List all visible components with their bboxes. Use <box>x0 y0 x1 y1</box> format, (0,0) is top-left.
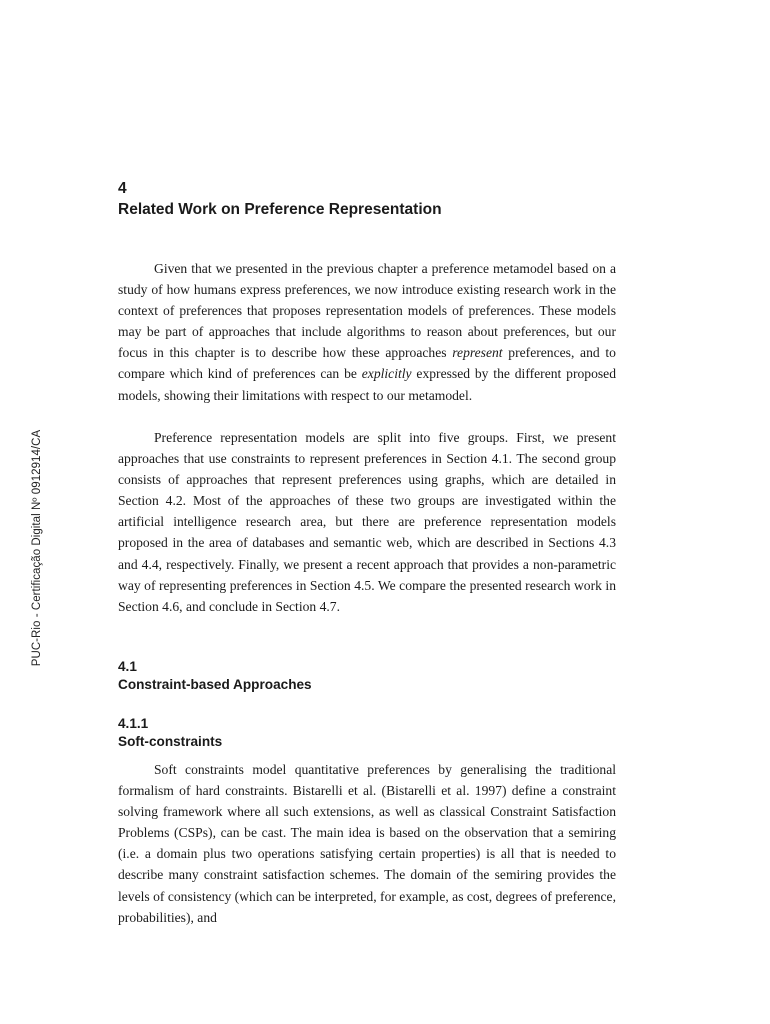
emphasis-explicitly: explicitly <box>361 366 412 382</box>
intro-paragraph-1 <box>118 258 616 406</box>
emphasis-represent: represent <box>452 345 503 361</box>
chapter-title: Related Work on Preference Representation <box>118 201 442 218</box>
intro-text-a: Given that we presented in the previous chapter a preference metamodel based on a study of how humans express preferences, we now introduce existing research work in the context of preferences that proposes representation models of preferences. These models may be part of approaches that include algorithms to reason about preferences, but our focus in this chapter is to describe how these approaches <box>118 261 616 361</box>
intro-text-c: expressed by the different proposed models, showing their limitations with respect to our metamodel. <box>118 366 616 403</box>
section-4-1-1-number: 4.1.1 <box>118 716 149 731</box>
section-4-1-number: 4.1 <box>118 659 137 674</box>
intro-text-b: preferences, and to compare which kind of preferences can be <box>118 345 616 382</box>
certification-stamp: PUC-Rio - Certificação Digital Nº 0912914/CA <box>31 429 43 667</box>
section-4-1-title: Constraint-based Approaches <box>118 677 312 692</box>
chapter-number: 4 <box>118 180 127 197</box>
section-4-1-1-title: Soft-constraints <box>118 734 223 749</box>
intro-paragraph-2: Preference representation models are split into five groups. First, we present approaches that use constraints to represent preferences in Section 4.1. The second group consists of approaches that represent preferences using graphs, which are detailed in Section 4.2. Most of the approaches of these two groups are investigated within the artificial intelligence research area, but there are preference representation models proposed in the area of databases and semantic web, which are described in Sections 4.3 and 4.4, respectively. Finally, we present a recent approach that provides a non-parametric way of representing preferences in Section 4.5. We compare the presented research work in Section 4.6, and conclude in Section 4.7. <box>118 430 616 614</box>
soft-constraints-paragraph: Soft constraints model quantitative preferences by generalising the traditional formalism of hard constraints. Bistarelli et al. (Bistarelli et al. 1997) define a constraint solving framework where all such extensions, as well as classical Constraint Satisfaction Problems (CSPs), can be cast. The main idea is based on the observation that a semiring (i.e. a domain plus two operations satisfying certain properties) is all that is needed to describe many constraint satisfaction schemes. The domain of the semiring provides the levels of consistency (which can be interpreted, for example, as cost, degrees of preference, probabilities), and <box>118 762 616 925</box>
